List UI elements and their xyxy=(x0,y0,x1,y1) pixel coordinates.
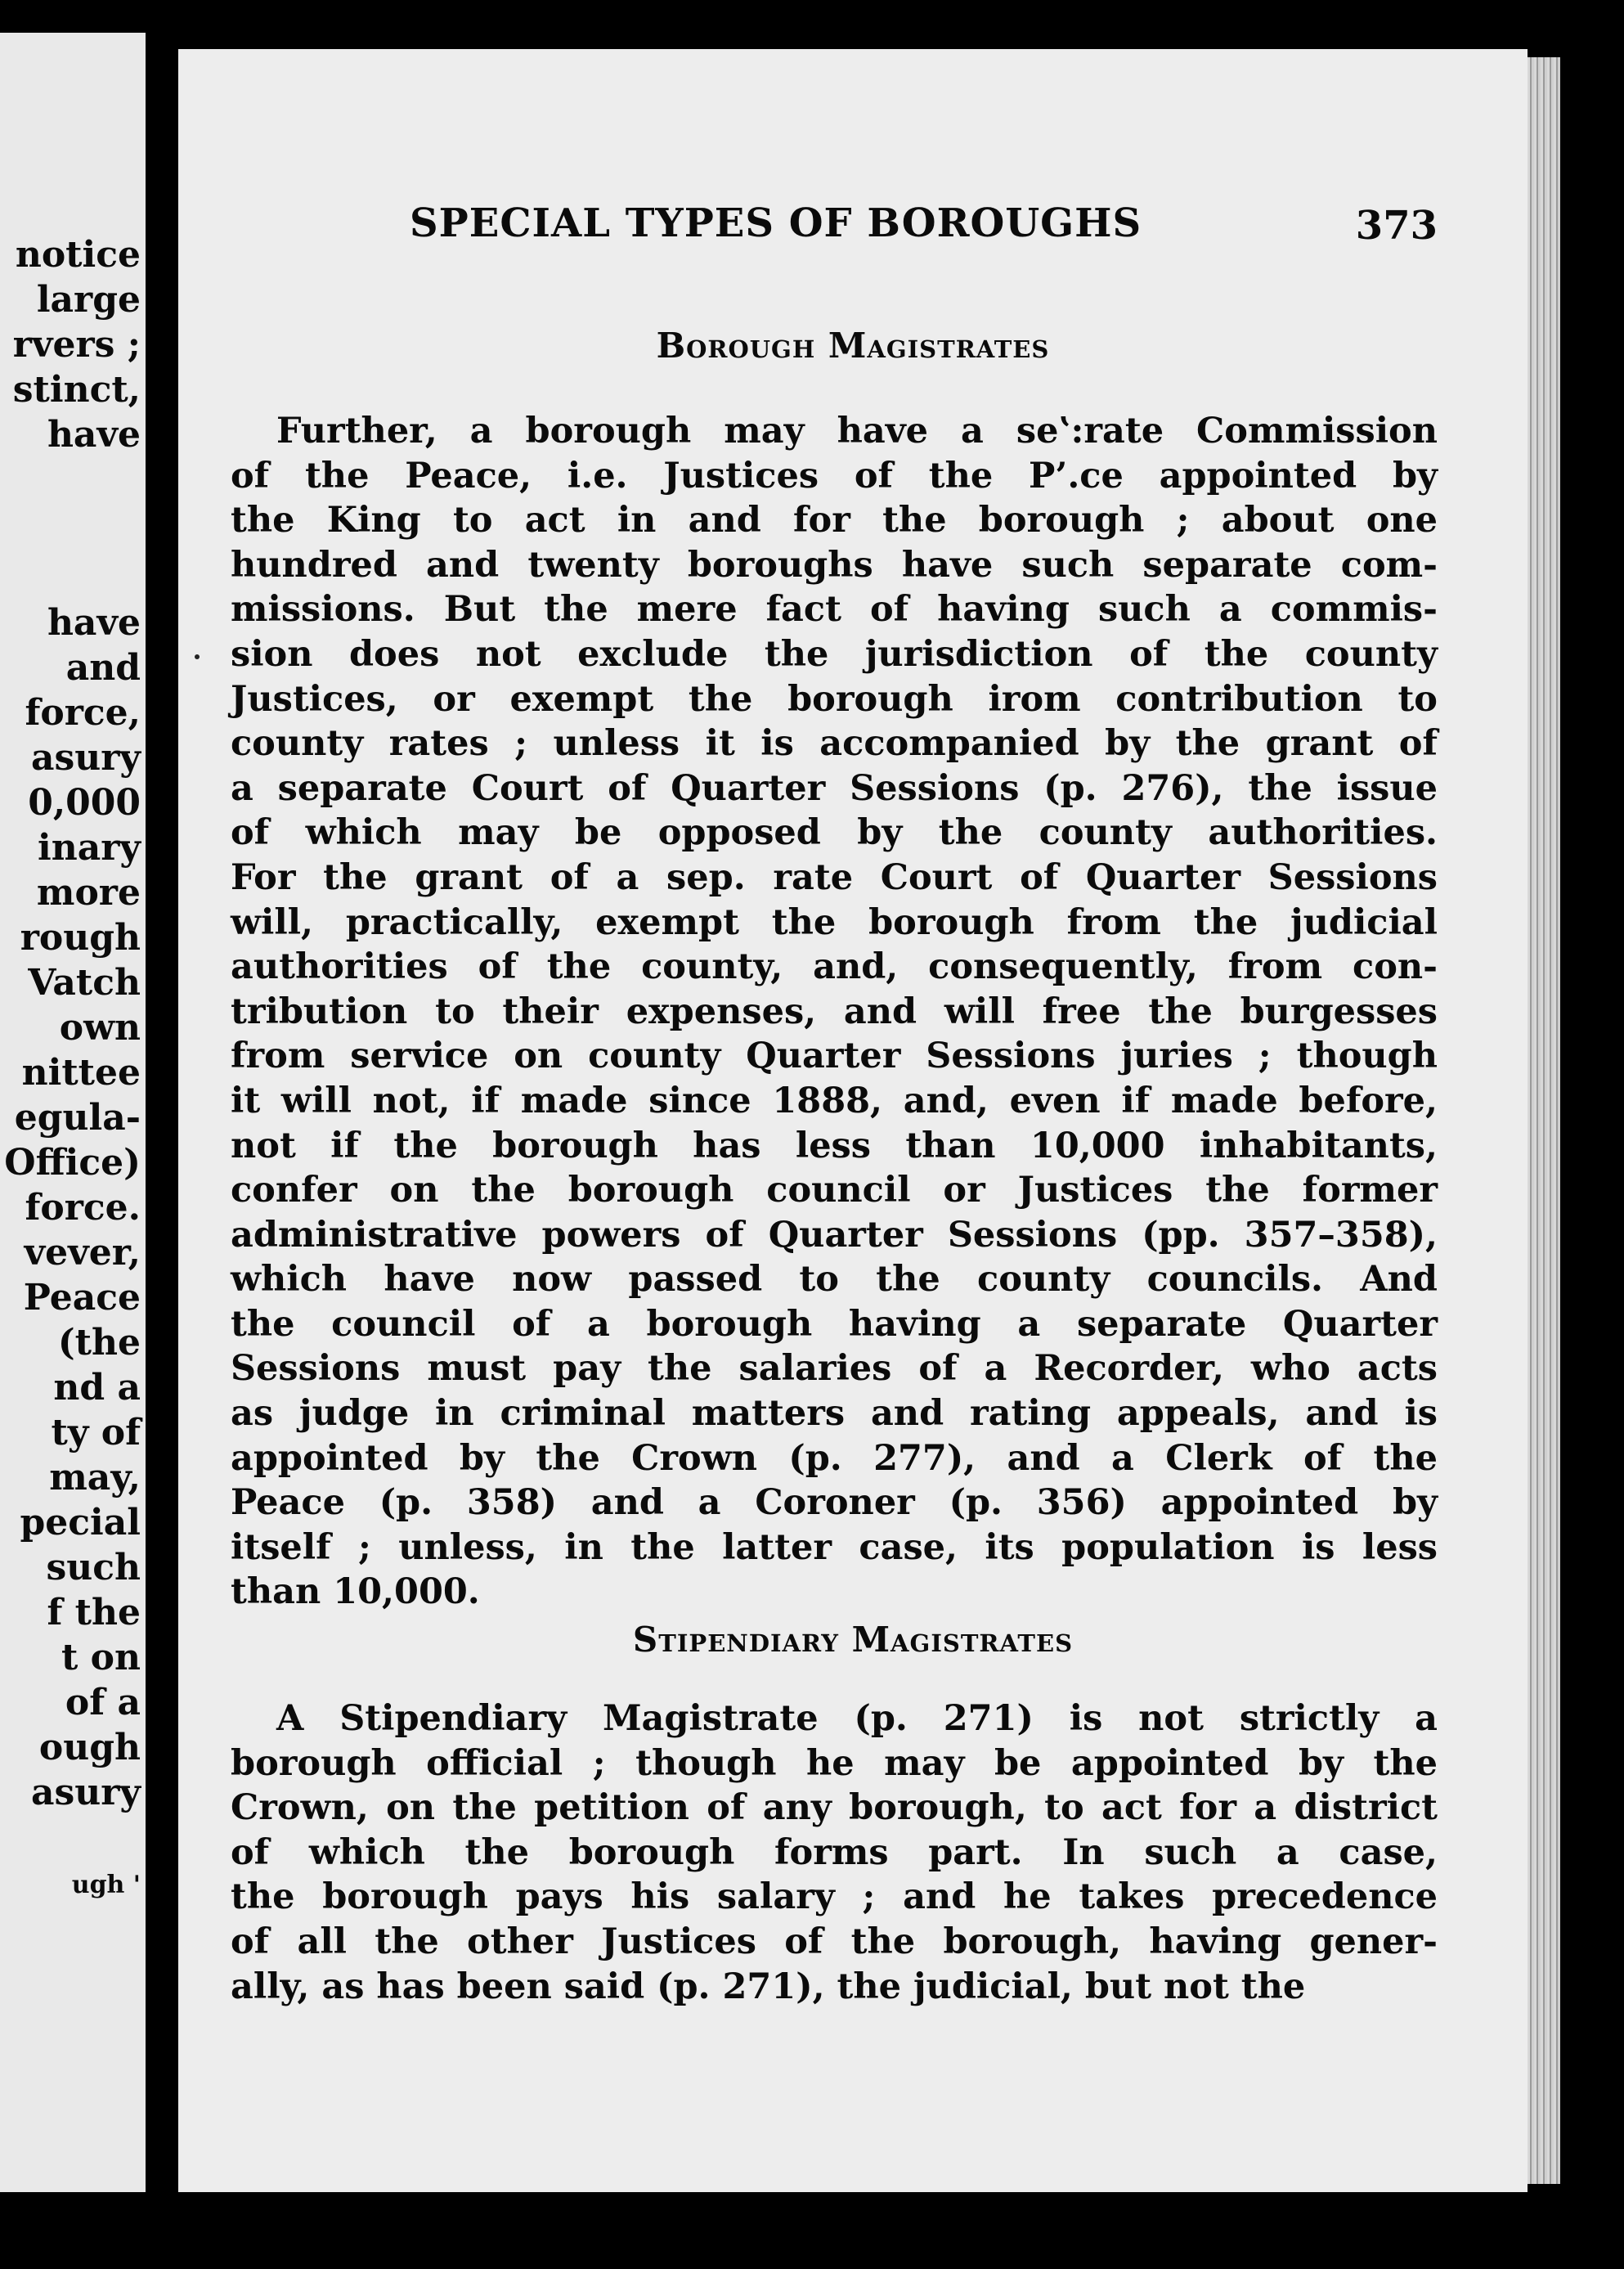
text-line: Further, a borough may have a seʽ:rate Commission xyxy=(276,411,1438,452)
text-line: of all the other Justices of the borough, having gener- xyxy=(231,1921,1438,1962)
text-line: the council of a borough having a separate Quarter xyxy=(231,1303,1438,1345)
text-line: administrative powers of Quarter Sessions (pp. 357–358), xyxy=(231,1214,1438,1256)
text-line: tribution to their expenses, and will free the burgesses xyxy=(231,991,1438,1032)
left-page-line: asury xyxy=(30,737,141,779)
left-page-line: egula- xyxy=(14,1097,141,1139)
text-line: county rates ; unless it is accompanied by the grant of xyxy=(231,723,1438,765)
text-line: will, practically, exempt the borough from the judicial xyxy=(231,901,1438,943)
left-page-line: t on xyxy=(61,1637,141,1678)
text-line: Peace (p. 358) and a Coroner (p. 356) appointed by xyxy=(231,1482,1438,1524)
text-line: For the grant of a sep. rate Court of Quarter Sessions xyxy=(231,856,1438,898)
text-line: Justices, or exempt the borough irom contribution to xyxy=(231,678,1438,720)
left-page-line: Office) xyxy=(4,1142,141,1184)
left-page-line: have xyxy=(47,602,141,644)
text-line: the King to act in and for the borough ; about one xyxy=(231,500,1438,541)
left-page-line: Peace xyxy=(23,1277,141,1319)
left-page-line: ough xyxy=(38,1727,141,1768)
text-line: hundred and twenty boroughs have such separate com- xyxy=(231,544,1438,586)
page-number: 373 xyxy=(1355,203,1438,249)
left-page-line: inary xyxy=(38,827,141,869)
left-page-line: more xyxy=(36,872,141,914)
left-page-line: of a xyxy=(65,1682,141,1723)
left-page-line: and xyxy=(65,647,141,689)
text-line: of which the borough forms part. In such a case, xyxy=(231,1831,1438,1873)
page-edges xyxy=(1528,57,1560,2184)
text-line: Crown, on the petition of any borough, to act for a district xyxy=(231,1787,1438,1829)
text-line: borough official ; though he may be appointed by the xyxy=(231,1742,1438,1784)
text-line: appointed by the Crown (p. 277), and a Clerk of the xyxy=(231,1437,1438,1479)
left-page-line: may, xyxy=(49,1457,141,1498)
text-line: missions. But the mere fact of having such a commis- xyxy=(231,589,1438,631)
print-speck xyxy=(195,654,200,659)
left-page-line: ty of xyxy=(51,1412,141,1454)
text-line: authorities of the county, and, consequently, from con- xyxy=(231,946,1438,988)
text-line: confer on the borough council or Justices the former xyxy=(231,1170,1438,1211)
book-gutter xyxy=(146,0,178,2269)
text-line: from service on county Quarter Sessions juries ; though xyxy=(231,1036,1438,1077)
left-page-line: nittee xyxy=(21,1052,141,1094)
left-page-line: own xyxy=(59,1007,141,1049)
text-line: ally, as has been said (p. 271), the judicial, but not the xyxy=(231,1966,1306,2007)
left-page-line: asury xyxy=(30,1772,141,1813)
left-page-line: vever, xyxy=(24,1232,141,1274)
text-line: itself ; unless, in the latter case, its population is less xyxy=(231,1526,1438,1568)
text-line: of the Peace, i.e. Justices of the P’․ce appointed by xyxy=(231,455,1438,496)
paragraph-borough-magistrates xyxy=(231,409,1438,1615)
text-line: sion does not exclude the jurisdiction of the county xyxy=(231,633,1438,675)
left-page-line: pecial xyxy=(20,1502,141,1543)
book-page xyxy=(178,49,1528,2192)
text-line: the borough pays his salary ; and he takes precedence xyxy=(231,1876,1438,1918)
left-page-line: ugh ' xyxy=(71,1871,141,1899)
left-page-line: force. xyxy=(25,1187,141,1229)
section-heading-stipendiary-magistrates: Stipendiary Magistrates xyxy=(632,1620,1074,1660)
left-page-line: have xyxy=(47,414,141,456)
text-line: of which may be opposed by the county authorities. xyxy=(231,812,1438,854)
text-line: as judge in criminal matters and rating appeals, and is xyxy=(231,1393,1438,1435)
left-page-line: 0,000 xyxy=(28,782,141,824)
text-line: it will not, if made since 1888, and, even if made before, xyxy=(231,1080,1438,1121)
left-page-line: Vatch xyxy=(28,962,141,1004)
left-page-line: nd a xyxy=(53,1367,141,1409)
left-page-line: rvers ; xyxy=(12,324,141,366)
previous-page-fragment xyxy=(0,33,146,2192)
text-line: which have now passed to the county councils. And xyxy=(231,1259,1438,1301)
section-heading-borough-magistrates: Borough Magistrates xyxy=(656,326,1050,366)
text-line: A Stipendiary Magistrate (p. 271) is not strictly a xyxy=(276,1698,1438,1739)
left-page-line: f the xyxy=(47,1592,141,1633)
running-title: SPECIAL TYPES OF BOROUGHS xyxy=(410,200,1142,246)
text-line: than 10,000. xyxy=(231,1571,480,1613)
left-page-line: such xyxy=(46,1547,141,1588)
text-line: not if the borough has less than 10,000 inhabitants, xyxy=(231,1125,1438,1166)
left-page-line: (the xyxy=(57,1322,141,1364)
left-page-line: rough xyxy=(20,917,141,959)
text-line: a separate Court of Quarter Sessions (p. 276), the issue xyxy=(231,767,1438,809)
text-line: Sessions must pay the salaries of a Recorder, who acts xyxy=(231,1348,1438,1390)
left-page-line: force, xyxy=(25,692,141,734)
left-page-line: large xyxy=(36,279,141,321)
left-page-line: notice xyxy=(15,234,141,276)
paragraph-stipendiary-magistrates xyxy=(231,1696,1438,2009)
left-page-line: stinct, xyxy=(12,369,141,411)
